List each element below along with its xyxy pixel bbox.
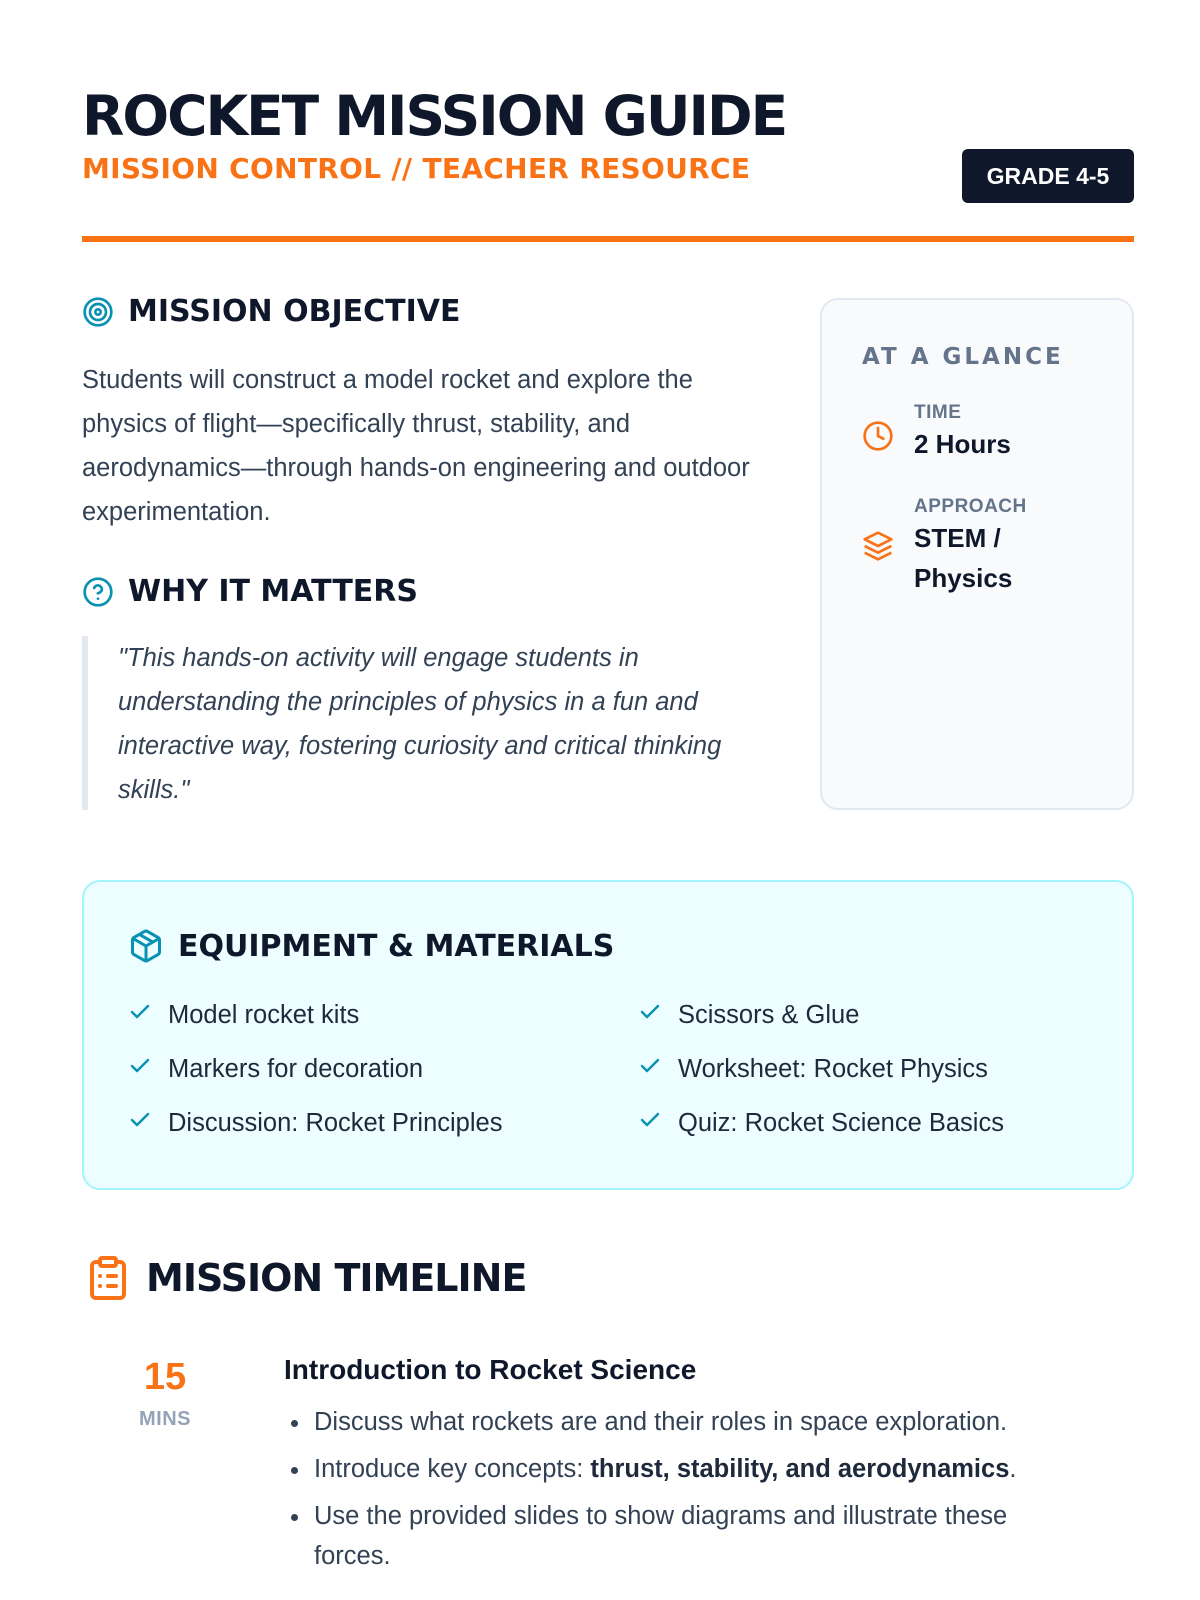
clipboard-icon <box>84 1252 132 1304</box>
glance-label-time: TIME <box>914 402 962 423</box>
header-divider <box>82 236 1134 242</box>
timeline-duration-value: 15 <box>143 1356 187 1398</box>
help-circle-icon <box>82 576 114 608</box>
equipment-item <box>128 1106 638 1140</box>
equipment-list <box>128 998 1088 1140</box>
page-subtitle: MISSION CONTROL // TEACHER RESOURCE <box>82 152 751 185</box>
glance-label-approach: APPROACH <box>914 496 1027 517</box>
check-icon <box>638 1108 662 1139</box>
equipment-item <box>128 1052 638 1086</box>
equipment-item-label: Model rocket kits <box>168 1000 360 1029</box>
glance-item-approach <box>862 496 1074 598</box>
glance-value-approach: STEM / Physics <box>914 523 1013 593</box>
glance-value-time: 2 Hours <box>914 429 1011 459</box>
equipment-heading <box>128 928 614 964</box>
equipment-item <box>638 1106 1088 1140</box>
grade-badge: GRADE 4-5 <box>962 149 1134 203</box>
equipment-item-label: Worksheet: Rocket Physics <box>678 1054 988 1083</box>
equipment-item-label: Quiz: Rocket Science Basics <box>678 1108 1004 1137</box>
timeline-heading-text: MISSION TIMELINE <box>146 1256 527 1300</box>
check-icon <box>638 1054 662 1085</box>
check-icon <box>128 1108 152 1139</box>
check-icon <box>128 1054 152 1085</box>
timeline-step-title: Introduction to Rocket Science <box>284 1354 697 1385</box>
equipment-item-label: Markers for decoration <box>168 1054 424 1083</box>
clock-icon <box>862 420 894 464</box>
glance-item-time <box>862 402 1074 464</box>
objective-heading <box>82 294 460 329</box>
package-icon <box>128 928 164 964</box>
equipment-item <box>128 998 638 1032</box>
glance-title: AT A GLANCE <box>862 344 1064 370</box>
why-heading <box>82 574 418 609</box>
equipment-item <box>638 1052 1088 1086</box>
equipment-heading-text: EQUIPMENT & MATERIALS <box>178 928 615 964</box>
timeline-duration-unit: MINS <box>139 1408 191 1430</box>
equipment-item-label: Discussion: Rocket Principles <box>168 1108 503 1137</box>
page-title: ROCKET MISSION GUIDE <box>82 84 787 148</box>
at-a-glance-card <box>820 298 1134 810</box>
list-item: • Use the provided slides to show diagrams and illustrate these forces. <box>312 1496 1084 1576</box>
equipment-item <box>638 998 1088 1032</box>
target-icon <box>82 296 114 328</box>
objective-text: Students will construct a model rocket and explore the physics of flight—specifically thrust, stability, and aerodynamics—through hands-on engineering and outdoor experimentation. <box>82 366 750 526</box>
list-item <box>312 1449 1084 1489</box>
equipment-card <box>82 880 1134 1190</box>
timeline-step-bullets <box>284 1402 1084 1576</box>
timeline-heading <box>84 1252 526 1304</box>
objective-heading-text: MISSION OBJECTIVE <box>128 294 461 329</box>
check-icon <box>128 1000 152 1031</box>
check-icon <box>638 1000 662 1031</box>
equipment-item-label: Scissors & Glue <box>678 1000 860 1029</box>
why-quote: "This hands-on activity will engage students in understanding the principles of physics in a fun and interactive way, fostering curiosity and critical thinking skills." <box>82 636 772 810</box>
list-item: • Discuss what rockets are and their roles in space exploration. <box>312 1402 1084 1442</box>
bullet-text: . <box>1009 1455 1017 1483</box>
timeline-duration <box>120 1354 210 1431</box>
bullet-text: Introduce key concepts: <box>314 1455 591 1483</box>
layers-icon <box>862 530 894 598</box>
bullet-bold-text: thrust, stability, and aerodynamics <box>590 1455 1010 1483</box>
why-heading-text: WHY IT MATTERS <box>128 574 418 609</box>
timeline-step <box>284 1354 1084 1583</box>
